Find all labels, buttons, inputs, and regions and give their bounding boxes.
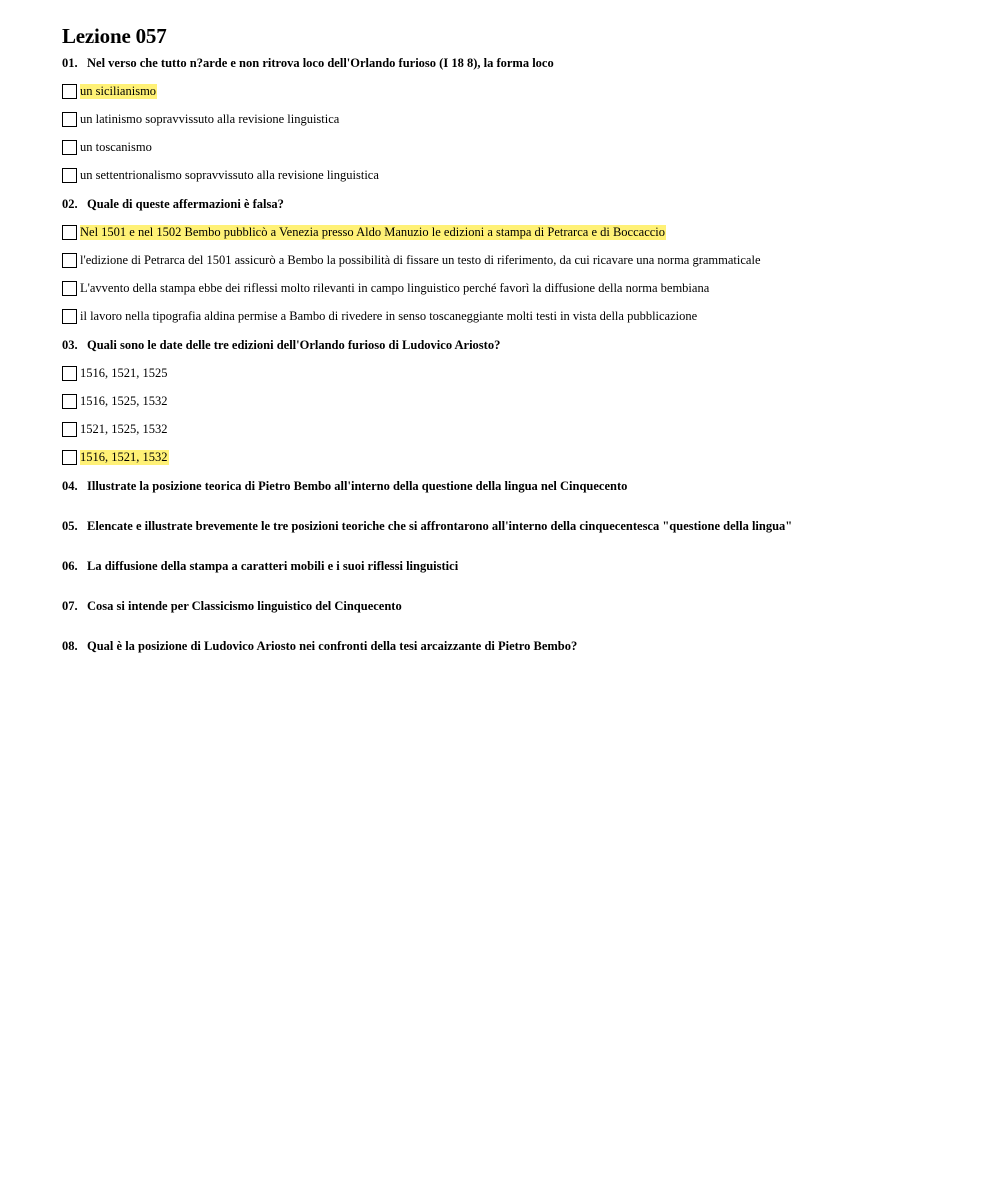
question-number: 04. bbox=[62, 479, 78, 493]
answer-checkbox[interactable] bbox=[62, 168, 77, 183]
answer-option[interactable] bbox=[62, 448, 962, 466]
question-label: La diffusione della stampa a caratteri mobili e i suoi riflessi linguistici bbox=[87, 559, 459, 573]
answer-label: il lavoro nella tipografia aldina permise a Bambo di rivedere in senso toscaneggiante molti testi in vista della pubblicazione bbox=[80, 308, 698, 323]
page-title: Lezione 057 bbox=[62, 24, 167, 48]
question-number: 01. bbox=[62, 56, 78, 70]
question-text bbox=[62, 56, 962, 71]
answer-checkbox[interactable] bbox=[62, 225, 77, 240]
answer-checkbox[interactable] bbox=[62, 281, 77, 296]
question-label: Quali sono le date delle tre edizioni dell'Orlando furioso di Ludovico Ariosto? bbox=[87, 338, 501, 352]
question-number: 07. bbox=[62, 599, 78, 613]
question-number: 02. bbox=[62, 197, 78, 211]
answer-label: un toscanismo bbox=[80, 139, 152, 154]
answer-checkbox[interactable] bbox=[62, 309, 77, 324]
quiz-page bbox=[62, 24, 962, 679]
question-text bbox=[62, 197, 962, 212]
answer-label: L'avvento della stampa ebbe dei riflessi molto rilevanti in campo linguistico perché favorì la diffusione della norma bembiana bbox=[80, 280, 710, 295]
question-text bbox=[62, 338, 962, 353]
question-label: Elencate e illustrate brevemente le tre posizioni teoriche che si affrontarono all'interno della cinquecentesca "questione della lingua" bbox=[87, 519, 793, 533]
answer-option[interactable] bbox=[62, 279, 962, 297]
answer-checkbox[interactable] bbox=[62, 394, 77, 409]
question-08 bbox=[62, 639, 962, 654]
question-02 bbox=[62, 197, 962, 325]
answer-option[interactable] bbox=[62, 420, 962, 438]
answer-option[interactable] bbox=[62, 223, 962, 241]
question-text bbox=[62, 599, 962, 614]
answer-label-highlighted: un sicilianismo bbox=[80, 83, 157, 98]
question-text bbox=[62, 639, 962, 654]
question-text bbox=[62, 559, 962, 574]
answer-label: 1516, 1525, 1532 bbox=[80, 393, 168, 408]
question-number: 05. bbox=[62, 519, 78, 533]
question-label: Illustrate la posizione teorica di Pietro Bembo all'interno della questione della lingua nel Cinquecento bbox=[87, 479, 628, 493]
question-07 bbox=[62, 599, 962, 614]
answer-checkbox[interactable] bbox=[62, 422, 77, 437]
answer-option[interactable] bbox=[62, 307, 962, 325]
answer-checkbox[interactable] bbox=[62, 112, 77, 127]
answer-option[interactable] bbox=[62, 82, 962, 100]
question-label: Qual è la posizione di Ludovico Ariosto nei confronti della tesi arcaizzante di Pietro Bembo? bbox=[87, 639, 578, 653]
question-06 bbox=[62, 559, 962, 574]
answer-label: l'edizione di Petrarca del 1501 assicurò a Bembo la possibilità di fissare un testo di riferimento, da cui ricavare una norma grammaticale bbox=[80, 252, 761, 267]
question-01 bbox=[62, 56, 962, 184]
answer-option[interactable] bbox=[62, 138, 962, 156]
question-label: Quale di queste affermazioni è falsa? bbox=[87, 197, 284, 211]
question-number: 06. bbox=[62, 559, 78, 573]
question-label: Nel verso che tutto n?arde e non ritrova loco dell'Orlando furioso (I 18 8), la forma loco bbox=[87, 56, 554, 70]
answer-label: un latinismo sopravvissuto alla revisione linguistica bbox=[80, 111, 340, 126]
answer-checkbox[interactable] bbox=[62, 366, 77, 381]
question-05 bbox=[62, 519, 962, 534]
question-number: 08. bbox=[62, 639, 78, 653]
answer-option[interactable] bbox=[62, 251, 962, 269]
question-03 bbox=[62, 338, 962, 466]
answer-checkbox[interactable] bbox=[62, 84, 77, 99]
answer-option[interactable] bbox=[62, 364, 962, 382]
answer-option[interactable] bbox=[62, 166, 962, 184]
answer-label-highlighted: 1516, 1521, 1532 bbox=[80, 449, 168, 464]
question-text bbox=[62, 479, 962, 494]
answer-label: 1516, 1521, 1525 bbox=[80, 365, 168, 380]
answer-option[interactable] bbox=[62, 110, 962, 128]
question-label: Cosa si intende per Classicismo linguistico del Cinquecento bbox=[87, 599, 402, 613]
answer-label: 1521, 1525, 1532 bbox=[80, 421, 168, 436]
question-text bbox=[62, 519, 962, 534]
answer-option[interactable] bbox=[62, 392, 962, 410]
question-04 bbox=[62, 479, 962, 494]
answer-checkbox[interactable] bbox=[62, 450, 77, 465]
answer-label-highlighted: Nel 1501 e nel 1502 Bembo pubblicò a Venezia presso Aldo Manuzio le edizioni a stampa di Petrarca e di Boccaccio bbox=[80, 224, 666, 239]
question-number: 03. bbox=[62, 338, 78, 352]
answer-checkbox[interactable] bbox=[62, 140, 77, 155]
answer-label: un settentrionalismo sopravvissuto alla revisione linguistica bbox=[80, 167, 379, 182]
answer-checkbox[interactable] bbox=[62, 253, 77, 268]
